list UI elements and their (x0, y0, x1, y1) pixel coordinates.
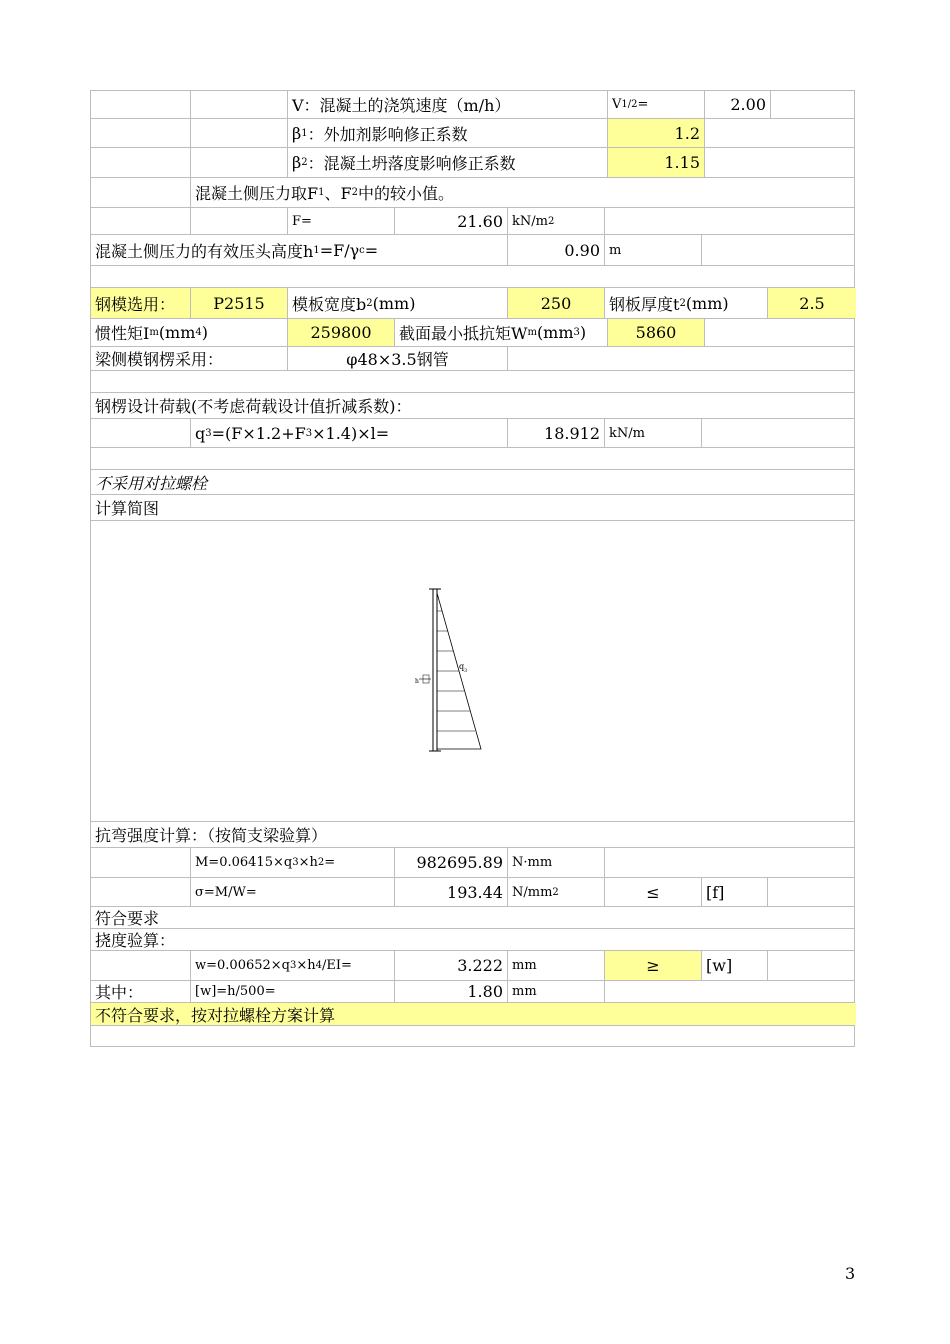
row-strength-title (90, 821, 855, 847)
row-beam (90, 346, 855, 370)
deflection-compare: ≥ (605, 951, 702, 980)
limit-formula: [w]=h/500= (191, 981, 395, 1002)
mold-value: P2515 (191, 288, 288, 318)
diagram-area (90, 520, 855, 821)
load-title: 钢楞设计荷载(不考虑荷载设计值折减系数)： (95, 397, 412, 416)
moment-unit: N·mm (508, 848, 605, 877)
width-value: 250 (508, 288, 605, 318)
calc-sheet (90, 90, 855, 1047)
q3-unit: kN/m (605, 419, 702, 447)
f-unit: kN/m 2 (508, 208, 605, 234)
beam-value: φ48×3.5钢管 (288, 347, 508, 370)
beta2-value: 1.15 (608, 148, 705, 177)
where-label: 其中： (91, 981, 191, 1002)
deflection-unit: mm (508, 951, 605, 980)
strength-title: 抗弯强度计算：（按简支梁验算） (95, 826, 328, 845)
row-no-bolt (90, 469, 855, 494)
h-label: h (415, 678, 419, 685)
beam-label: 梁侧模钢楞采用： (91, 347, 288, 370)
limit-value: 1.80 (395, 981, 508, 1002)
mold-label: 钢模选用： (91, 288, 191, 318)
sigma-f: [f] (702, 878, 768, 906)
deflection-value: 3.222 (395, 951, 508, 980)
inertia-label: 惯性矩I m (mm 4 ) (91, 319, 288, 346)
f-label: F= (288, 208, 395, 234)
row-q3 (90, 418, 855, 447)
h1-value: 0.90 (508, 235, 605, 265)
q3-value: 18.912 (508, 419, 605, 447)
wm-value: 5860 (608, 319, 705, 346)
beta2-label: β 2 ：混凝土坍落度影响修正系数 (288, 148, 608, 177)
q3-label: q (459, 662, 465, 671)
no-bolt-text: 不采用对拉螺栓 (95, 473, 208, 493)
row-sigma (90, 877, 855, 906)
beta1-label: β 1 ：外加剂影响修正系数 (288, 119, 608, 147)
fail-text: 不符合要求，按对拉螺栓方案计算 (91, 1003, 856, 1025)
row-f (90, 207, 855, 234)
thickness-label: 钢板厚度t 2 (mm) (605, 288, 768, 318)
take-min-text: 混凝土侧压力取F 1 、F 2 中的较小值。 (195, 184, 454, 203)
row-deflection (90, 950, 855, 980)
row-take-min (90, 177, 855, 207)
deflect-title: 挠度验算： (95, 931, 176, 950)
sigma-unit: N/mm 2 (508, 878, 605, 906)
row-limit (90, 980, 855, 1002)
deflection-ref: [w] (702, 951, 768, 980)
row-ok (90, 906, 855, 928)
row-moment (90, 847, 855, 877)
width-label: 模板宽度b 2 (mm) (288, 288, 508, 318)
sigma-value: 193.44 (395, 878, 508, 906)
diagram-title: 计算简图 (95, 499, 160, 518)
row-beta2 (90, 147, 855, 177)
v-sqrt-label: V 1/2 = (608, 91, 705, 118)
h1-unit: m (605, 235, 702, 265)
row-inertia (90, 318, 855, 346)
q3-formula: q 3 =(F×1.2+F 3 ×1.4)×l= (191, 419, 508, 447)
beta1-value: 1.2 (608, 119, 705, 147)
wm-label: 截面最小抵抗矩W m (mm 3 ) (395, 319, 608, 346)
row-mold (90, 287, 855, 318)
sigma-formula: σ=M/W= (191, 878, 395, 906)
limit-unit: mm (508, 981, 605, 1002)
row-pour-speed (90, 90, 855, 118)
row-deflect-title (90, 928, 855, 950)
page-number: 3 (845, 1264, 856, 1283)
row-fail (90, 1002, 855, 1025)
thickness-value: 2.5 (768, 288, 856, 318)
f-value: 21.60 (395, 208, 508, 234)
deflection-formula: w=0.00652×q 3 ×h 4 /EI= (191, 951, 395, 980)
inertia-value: 259800 (288, 319, 395, 346)
ok-text: 符合要求 (95, 909, 160, 928)
h1-label: 混凝土侧压力的有效压头高度h 1 =F/γ c = (91, 235, 508, 265)
row-diagram-title (90, 494, 855, 520)
moment-value: 982695.89 (395, 848, 508, 877)
load-diagram (411, 581, 501, 761)
row-h1 (90, 234, 855, 265)
row-load-title (90, 392, 855, 418)
q3-label-sub: 3 (464, 668, 468, 674)
sigma-compare: ≤ (605, 878, 702, 906)
pour-speed-label: V：混凝土的浇筑速度（m/h） (288, 91, 608, 118)
moment-formula: M=0.06415×q 3 ×h 2 = (191, 848, 395, 877)
v-sqrt-value: 2.00 (705, 91, 771, 118)
row-beta1 (90, 118, 855, 147)
